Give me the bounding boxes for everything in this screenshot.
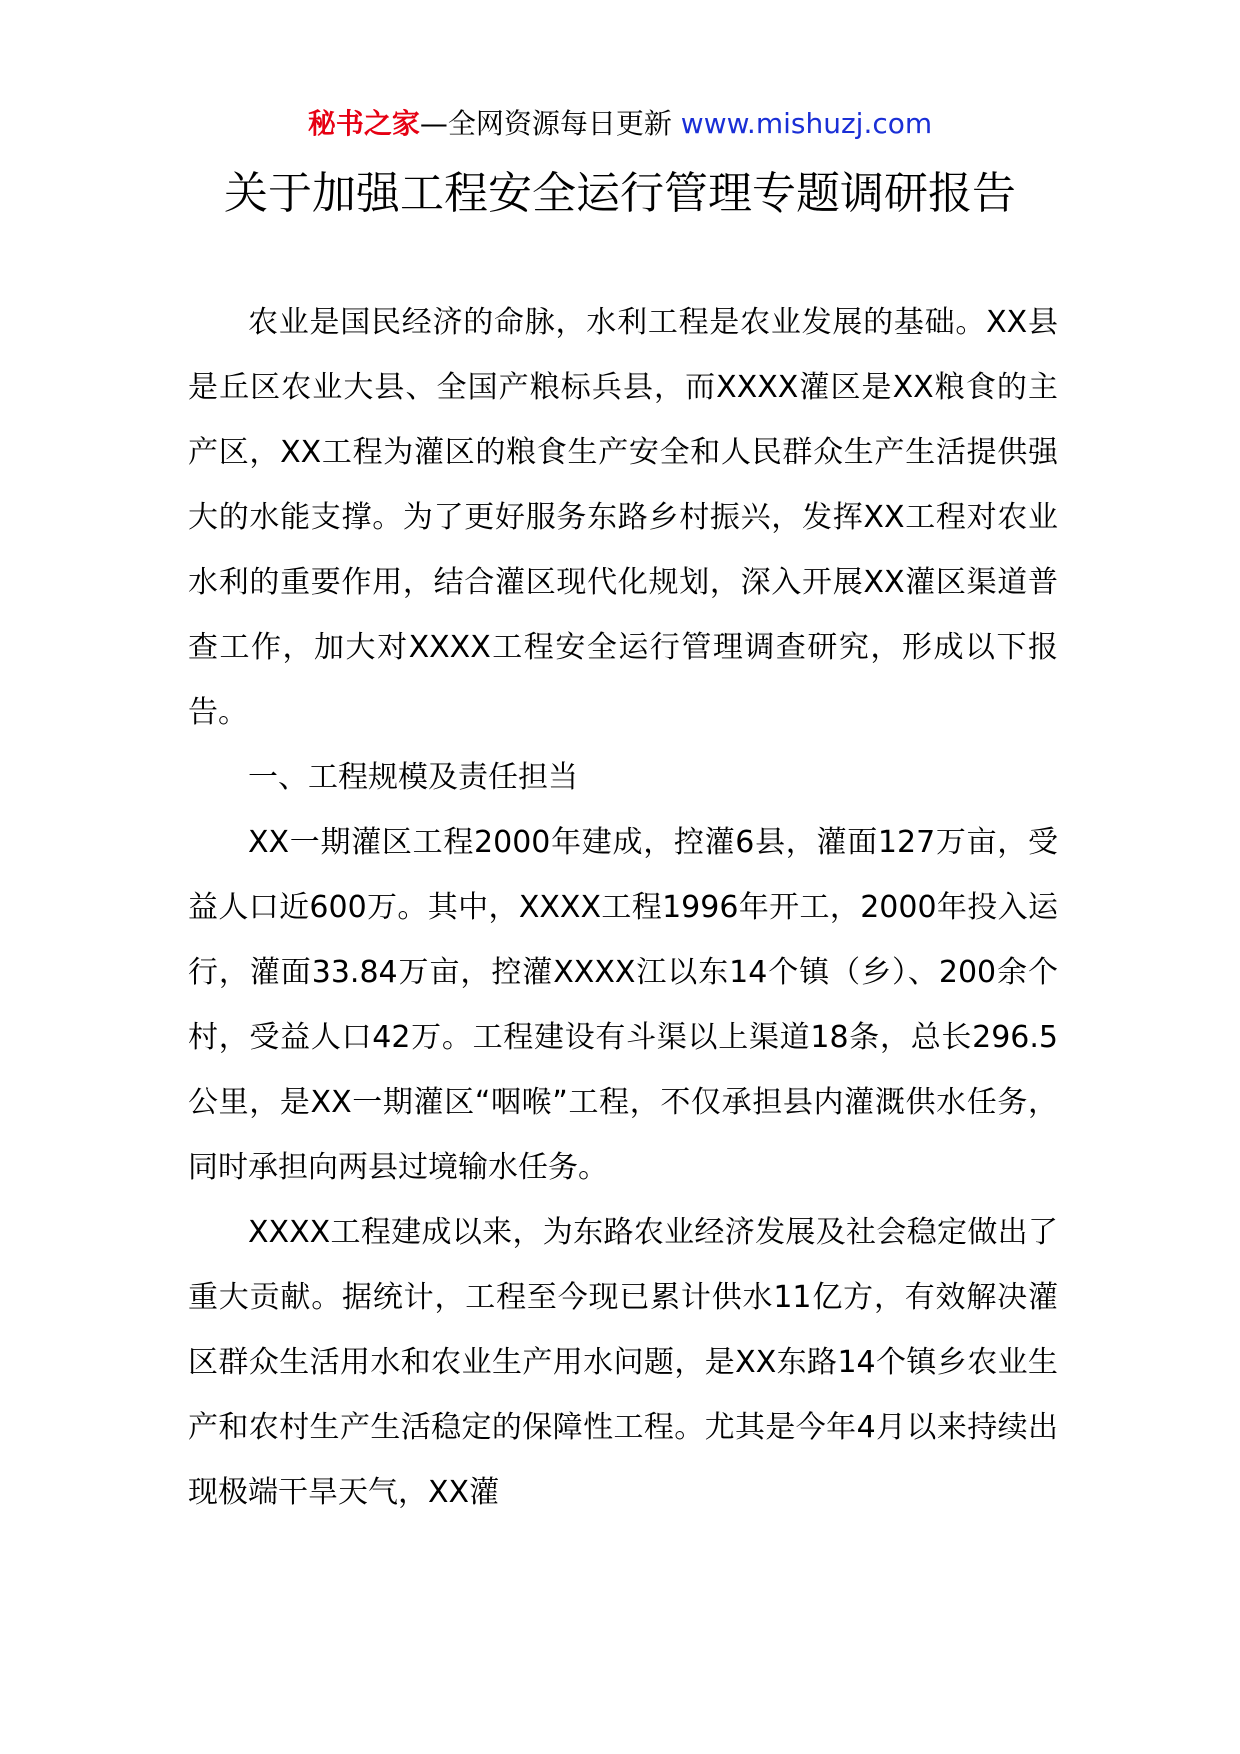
- watermark-header: [0, 100, 1240, 148]
- site-url-link[interactable]: www.mishuzj.com: [680, 107, 933, 140]
- document-body: [188, 290, 1058, 1525]
- paragraph-intro: 农业是国民经济的命脉，水利工程是农业发展的基础。XX县是丘区农业大县、全国产粮标兵县，而XXXX灌区是XX粮食的主产区，XX工程为灌区的粮食生产安全和人民群众生产生活提供强大的水能支撑。为了更好服务东路乡村振兴，发挥XX工程对农业水利的重要作用，结合灌区现代化规划，深入开展XX灌区渠道普查工作，加大对XXXX工程安全运行管理调查研究，形成以下报告。: [188, 305, 1058, 730]
- brand-name: 秘书之家: [307, 107, 420, 140]
- document-title: 关于加强工程安全运行管理专题调研报告: [224, 168, 1016, 219]
- section-heading-1: 一、工程规模及责任担当: [248, 760, 578, 795]
- paragraph-contribution: XXXX工程建成以来，为东路农业经济发展及社会稳定做出了重大贡献。据统计，工程至今现已累计供水11亿方，有效解决灌区群众生活用水和农业生产用水问题，是XX东路14个镇乡农业生产和农村生产生活稳定的保障性工程。尤其是今年4月以来持续出现极端干旱天气，XX灌: [188, 1215, 1058, 1510]
- paragraph-scale: XX一期灌区工程2000年建成，控灌6县，灌面127万亩，受益人口近600万。其中，XXXX工程1996年开工，2000年投入运行，灌面33.84万亩，控灌XXXX江以东14个镇（乡）、200余个村，受益人口42万。工程建设有斗渠以上渠道18条，总长296.5公里，是XX一期灌区“咽喉”工程，不仅承担县内灌溉供水任务，同时承担向两县过境输水任务。: [188, 825, 1058, 1185]
- brand-slogan: —全网资源每日更新: [419, 107, 672, 140]
